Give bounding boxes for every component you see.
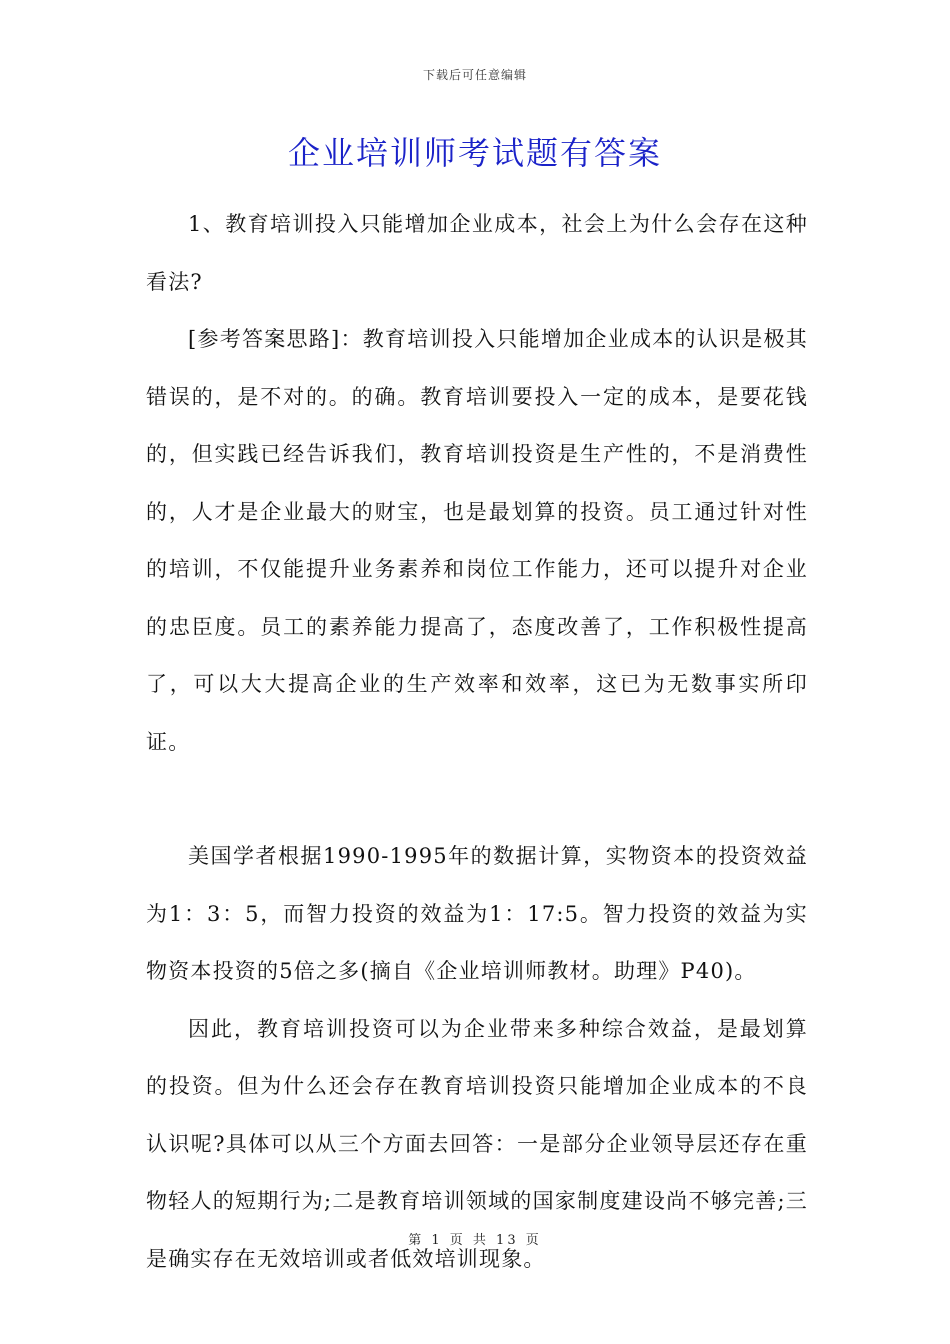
header-note: 下载后可任意编辑 (422, 68, 527, 82)
question-paragraph: 1、教育培训投入只能增加企业成本，社会上为什么会存在这种看法? (146, 212, 808, 294)
document-body (146, 196, 808, 1288)
paragraph-spacer (146, 771, 808, 828)
research-paragraph: 美国学者根据1990-1995年的数据计算，实物资本的投资效益为1：3：5，而智力投资的效益为1：17:5。智力投资的效益为实物资本投资的5倍之多(摘自《企业培训师教材。助理》P40)。 (146, 844, 808, 983)
page-number: 第 1 页 共 13 页 (408, 1233, 542, 1248)
conclusion-paragraph: 因此，教育培训投资可以为企业带来多种综合效益，是最划算的投资。但为什么还会存在教育培训投资只能增加企业成本的不良认识呢?具体可以从三个方面去回答：一是部分企业领导层还存在重物轻人的短期行为;二是教育培训领域的国家制度建设尚不够完善;三是确实存在无效培训或者低效培训现象。 (146, 1016, 808, 1271)
answer-paragraph: [参考答案思路]：教育培训投入只能增加企业成本的认识是极其错误的，是不对的。的确。教育培训要投入一定的成本，是要花钱的，但实践已经告诉我们，教育培训投资是生产性的，不是消费性的，人才是企业最大的财宝，也是最划算的投资。员工通过针对性的培训，不仅能提升业务素养和岗位工作能力，还可以提升对企业的忠臣度。员工的素养能力提高了，态度改善了，工作积极性提高了，可以大大提高企业的生产效率和效率，这已为无数事实所印证。 (146, 327, 808, 754)
document-title: 企业培训师考试题有答案 (287, 134, 662, 172)
